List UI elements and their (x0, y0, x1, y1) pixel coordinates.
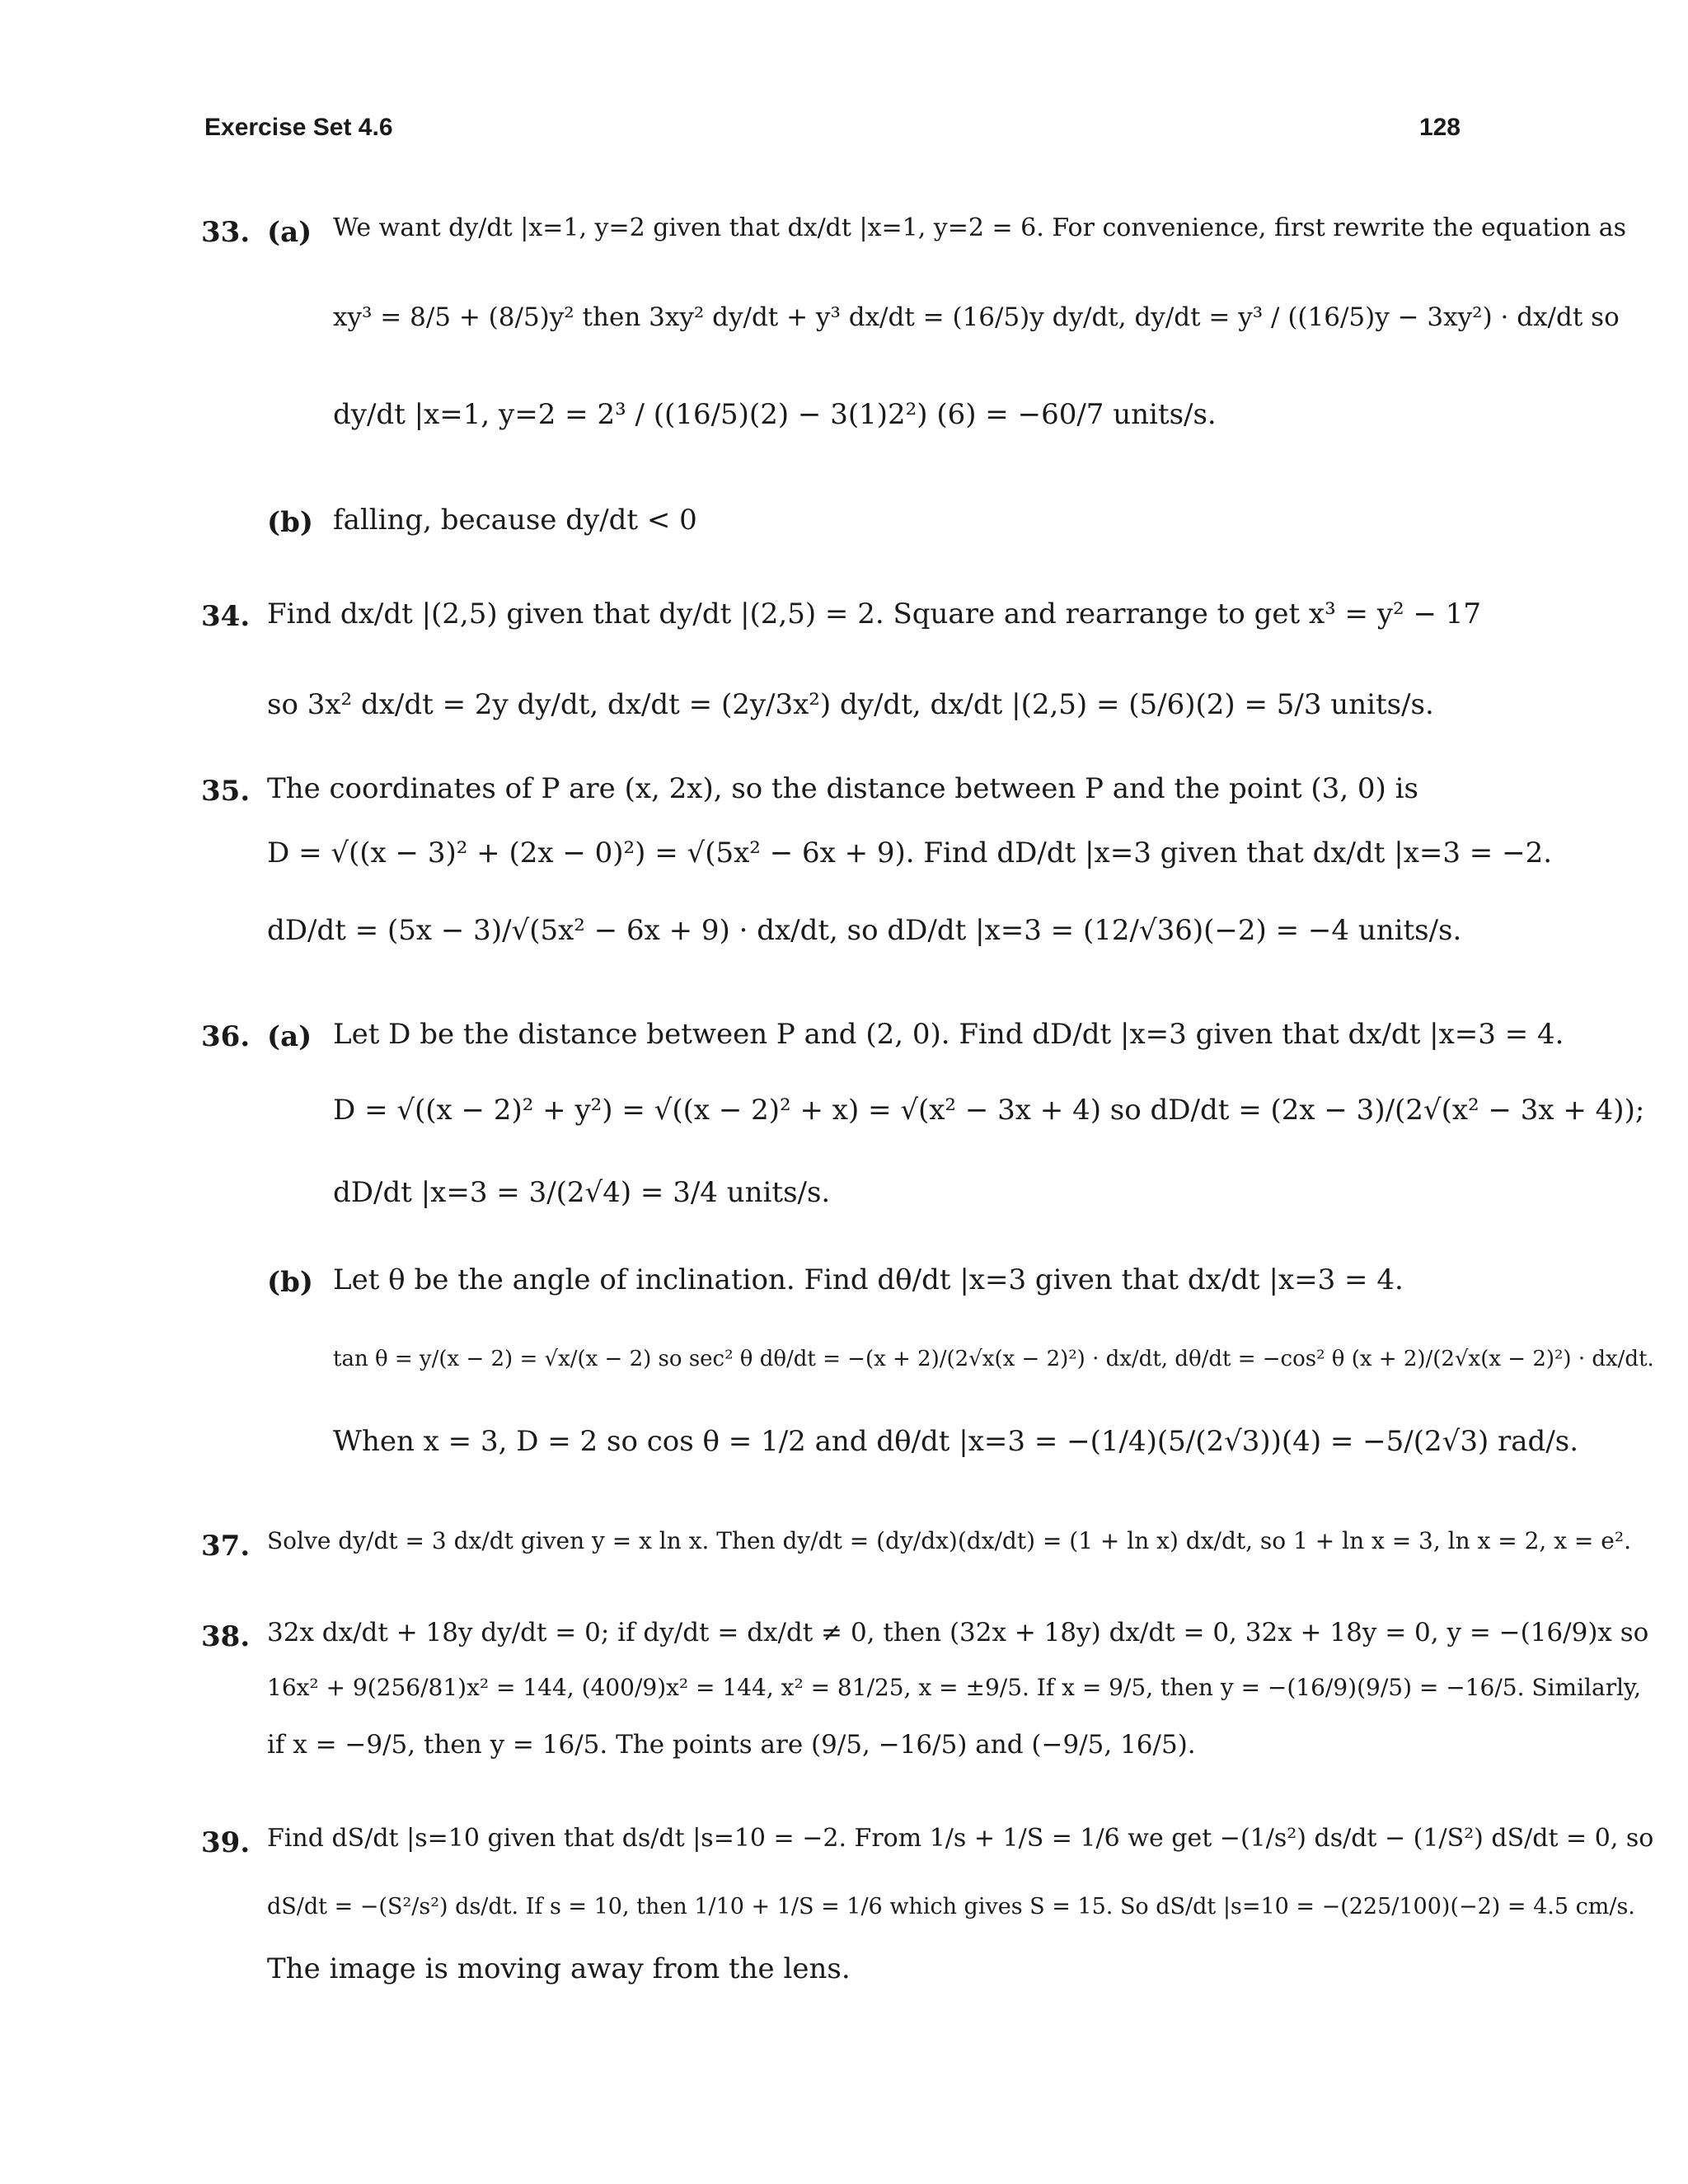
p36-b-line3: When x = 3, D = 2 so cos θ = 1/2 and dθ/dt |x=3 = −(1/4)(5/(2√3))(4) = −5/(2√3) rad/s. (333, 1425, 1579, 1458)
problem-number-39: 39. (201, 1826, 251, 1859)
p36-a-line3: dD/dt |x=3 = 3/(2√4) = 3/4 units/s. (333, 1176, 831, 1209)
problem-number-38: 38. (201, 1620, 251, 1653)
p34-line2: so 3x² dx/dt = 2y dy/dt, dx/dt = (2y/3x²) dy/dt, dx/dt |(2,5) = (5/6)(2) = 5/3 units/s. (267, 688, 1434, 721)
part-label-33b: (b) (267, 506, 313, 539)
p36-b-line2: tan θ = y/(x − 2) = √x/(x − 2) so sec² θ dθ/dt = −(x + 2)/(2√x(x − 2)²) · dx/dt, dθ/dt = −cos² θ (x + 2)/(2√x(x − 2)²) · dx/dt. (333, 1347, 1654, 1371)
p33-a-line3: dy/dt |x=1, y=2 = 2³ / ((16/5)(2) − 3(1)2²) (6) = −60/7 units/s. (333, 398, 1217, 431)
p36-a-line2: D = √((x − 2)² + y²) = √((x − 2)² + x) = √(x² − 3x + 4) so dD/dt = (2x − 3)/(2√(x² − 3x + 4)); (333, 1094, 1645, 1127)
p39-line2: dS/dt = −(S²/s²) ds/dt. If s = 10, then 1/10 + 1/S = 1/6 which gives S = 15. So dS/dt |s=10 = −(225/100)(−2) = 4.5 cm/s. (267, 1894, 1635, 1919)
p33-a-line1: We want dy/dt |x=1, y=2 given that dx/dt |x=1, y=2 = 6. For convenience, first rewrite the equation as (333, 213, 1627, 242)
p38-line3: if x = −9/5, then y = 16/5. The points are (9/5, −16/5) and (−9/5, 16/5). (267, 1730, 1196, 1760)
p36-b-line1: Let θ be the angle of inclination. Find dθ/dt |x=3 given that dx/dt |x=3 = 4. (333, 1263, 1404, 1296)
part-label-33a: (a) (267, 216, 312, 249)
p39-line1: Find dS/dt |s=10 given that ds/dt |s=10 = −2. From 1/s + 1/S = 1/6 we get −(1/s²) ds/dt − (1/S²) dS/dt = 0, so (267, 1824, 1654, 1853)
p37-line1: Solve dy/dt = 3 dx/dt given y = x ln x. Then dy/dt = (dy/dx)(dx/dt) = (1 + ln x) dx/dt, so 1 + ln x = 3, ln x = 2, x = e². (267, 1527, 1631, 1554)
page-number: 128 (1418, 114, 1461, 141)
p38-line1: 32x dx/dt + 18y dy/dt = 0; if dy/dt = dx/dt ≠ 0, then (32x + 18y) dx/dt = 0, 32x + 18y = 0, y = −(16/9)x so (267, 1618, 1649, 1647)
p35-line1: The coordinates of P are (x, 2x), so the distance between P and the point (3, 0) is (267, 772, 1418, 805)
p36-a-line1: Let D be the distance between P and (2, 0). Find dD/dt |x=3 given that dx/dt |x=3 = 4. (333, 1018, 1564, 1051)
problem-number-34: 34. (201, 600, 251, 633)
problem-number-37: 37. (201, 1530, 251, 1563)
p35-line3: dD/dt = (5x − 3)/√(5x² − 6x + 9) · dx/dt, so dD/dt |x=3 = (12/√36)(−2) = −4 units/s. (267, 914, 1462, 947)
part-label-36b: (b) (267, 1266, 313, 1299)
p34-line1: Find dx/dt |(2,5) given that dy/dt |(2,5) = 2. Square and rearrange to get x³ = y² − 17 (267, 598, 1482, 630)
p39-line3: The image is moving away from the lens. (267, 1952, 851, 1985)
p33-b-line: falling, because dy/dt < 0 (333, 504, 697, 537)
p35-line2: D = √((x − 3)² + (2x − 0)²) = √(5x² − 6x + 9). Find dD/dt |x=3 given that dx/dt |x=3 = −2. (267, 837, 1553, 869)
problem-number-33: 33. (201, 216, 251, 249)
part-label-36a: (a) (267, 1020, 312, 1053)
p33-a-line2: xy³ = 8/5 + (8/5)y² then 3xy² dy/dt + y³ dx/dt = (16/5)y dy/dt, dy/dt = y³ / ((16/5)y − 3xy²) · dx/dt so (333, 302, 1620, 332)
section-title: Exercise Set 4.6 (204, 114, 393, 141)
problem-number-36: 36. (201, 1020, 251, 1053)
p38-line2: 16x² + 9(256/81)x² = 144, (400/9)x² = 144, x² = 81/25, x = ±9/5. If x = 9/5, then y = −(16/9)(9/5) = −16/5. Similarly, (267, 1674, 1642, 1701)
problem-number-35: 35. (201, 775, 251, 808)
